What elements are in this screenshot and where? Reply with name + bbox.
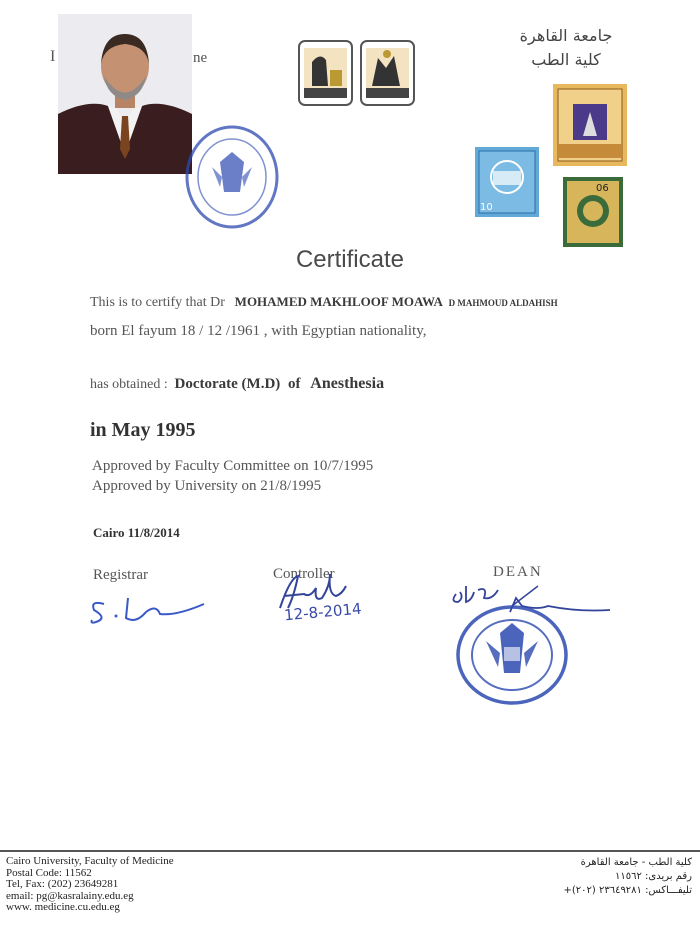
degree-name: Doctorate (M.D) (174, 376, 281, 392)
approved-university: Approved by University on 21/8/1995 (92, 478, 322, 494)
dean-label: DEAN (493, 564, 543, 580)
registrar-signature (86, 590, 216, 630)
recipient-name: MOHAMED MAKHLOOF MOAWA (234, 294, 443, 309)
degree-date: in May 1995 (90, 419, 196, 441)
green-stamp-value: 06 (596, 183, 609, 194)
certify-intro: This is to certify that Dr (90, 295, 225, 310)
faculty-seal-top (182, 122, 282, 232)
issue-date: Cairo 11/8/2014 (93, 525, 180, 540)
faculty-name-ar: كلية الطب (531, 50, 601, 69)
footer-ar (520, 856, 692, 898)
dean-seal (452, 603, 572, 707)
controller-handwritten-date: 12-8-2014 (283, 599, 363, 625)
footer-en-line: Postal Code: 11562 (6, 866, 92, 879)
degree-of: of (288, 376, 301, 392)
certify-line (90, 294, 558, 311)
obtained-line (90, 375, 384, 393)
faculty-logo-icon (360, 40, 415, 106)
approved-committee: Approved by Faculty Committee on 10/7/1995 (92, 458, 374, 474)
born-line: born El fayum 18 / 12 /1961 , with Egyptian nationality, (90, 323, 427, 339)
university-name-ar: جامعة القاهرة (519, 26, 613, 45)
footer-en-line: email: pg@kasralainy.edu.eg (6, 889, 134, 902)
footer-en (6, 856, 174, 914)
footer-ar-line: تليفـــاكس: ٢٣٦٤٩٢٨١ (٢٠٢)+ (563, 885, 692, 896)
recipient-name-cont: D MAHMOUD ALDAHISH (448, 298, 558, 308)
obtained-prefix: has obtained : (90, 377, 168, 392)
footer-divider (0, 850, 700, 852)
letterhead-partial-right: ne (193, 50, 208, 66)
specialty-name: Anesthesia (310, 375, 385, 392)
footer-en-line: Tel, Fax: (202) 23649281 (6, 878, 119, 890)
blue-stamp-value: 10 (480, 202, 493, 213)
footer-en-line: Cairo University, Faculty of Medicine (6, 855, 174, 867)
footer-ar-line: رقم بريدى: ١١٥٦٢ (614, 871, 692, 882)
revenue-stamp-green (563, 177, 623, 247)
controller-label: Controller (273, 566, 335, 582)
footer-en-line: www. medicine.cu.edu.eg (6, 901, 120, 913)
revenue-stamp-gold (553, 84, 627, 166)
registrar-label: Registrar (93, 567, 148, 583)
footer-ar-line: كلية الطب - جامعة القاهرة (580, 857, 692, 868)
certificate-title: Certificate (295, 246, 405, 273)
applicant-photo (58, 14, 192, 174)
university-logo-icon (298, 40, 353, 106)
letterhead-partial-left: I (50, 48, 56, 65)
